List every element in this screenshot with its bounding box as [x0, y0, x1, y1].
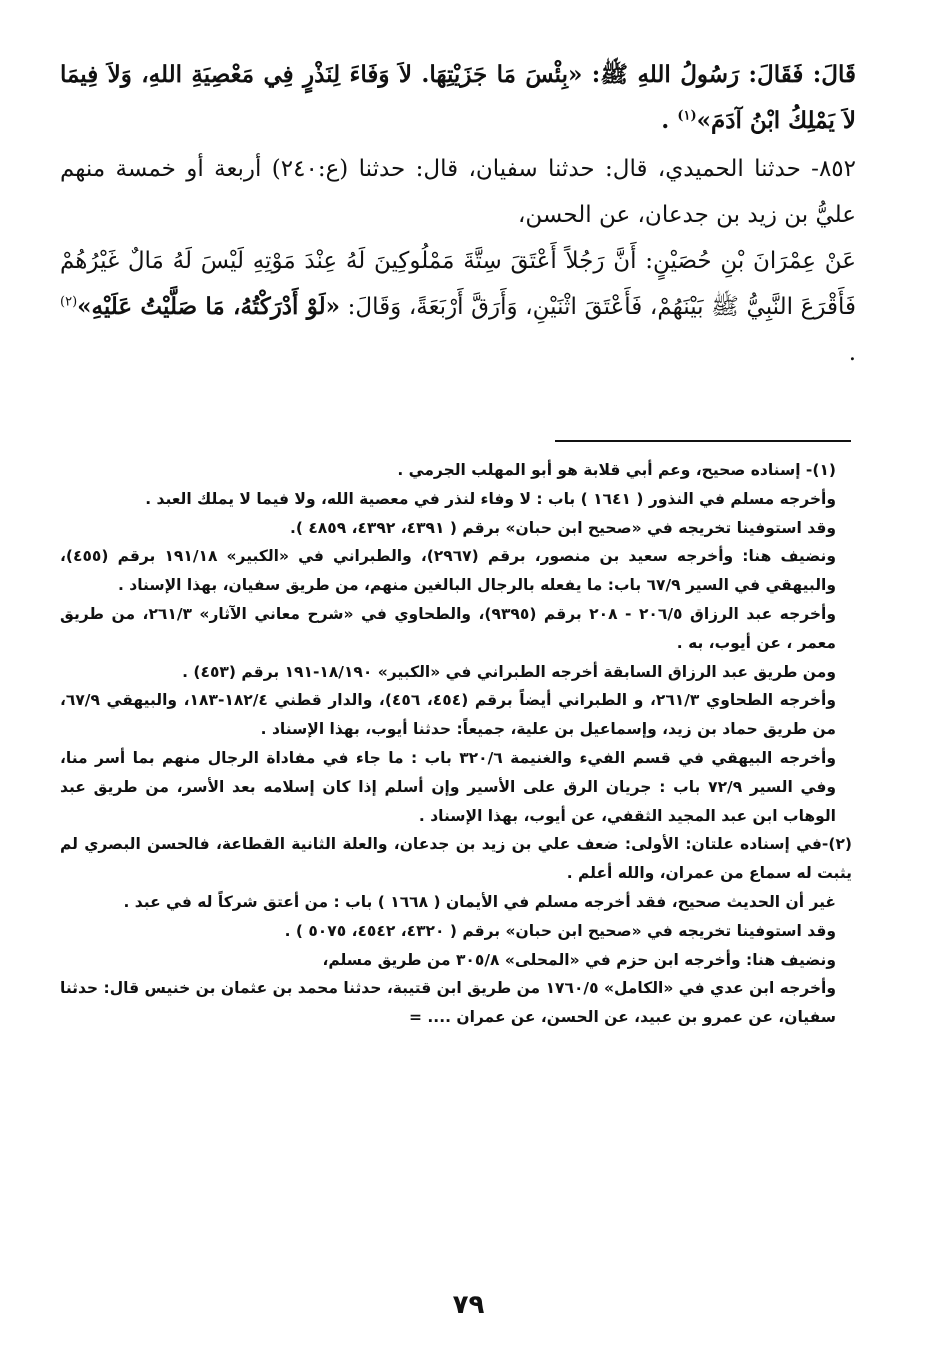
hadith-number: ٨٥٢-	[811, 156, 856, 182]
footnote-1-line-4: ونضيف هنا: وأخرجه سعيد بن منصور، برقم (٢٩٦٧)، والطبراني في «الكبير» ١٩١/١٨ برقم (٤٥٥)، والبيهقي في السير ٦٧/٩ باب: ما يفعله بالرجال البالغين منهم، من طريق سفيان، بهذا الإسناد .	[60, 547, 836, 595]
footnote-ref-2: (٢)	[60, 294, 78, 310]
footnote-2-line-3: وقد استوفينا تخريجه في «صحيح ابن حبان» برقم ( ٤٣٢٠، ٤٥٤٢، ٥٠٧٥ ) .	[284, 921, 836, 940]
footnote-2-line-4: ونضيف هنا: وأخرجه ابن حزم في «المحلى» ٣٠٥/٨ من طريق مسلم،	[322, 950, 836, 969]
footnote-1-line-5: وأخرجه عبد الرزاق ٢٠٦/٥ - ٢٠٨ برقم (٩٣٩٥)، والطحاوي في «شرح معاني الآثار» ٢٦١/٣، من طريق معمر ، عن أيوب، به .	[60, 604, 836, 652]
hadith-text-1	[60, 52, 856, 144]
main-text	[60, 52, 856, 376]
footnote-1-line-6: ومن طريق عبد الرزاق السابقة أخرجه الطبراني في «الكبير» ١٨/١٩٠-١٩١ برقم (٤٥٣) .	[182, 662, 836, 681]
hadith-852-end: .	[848, 340, 856, 366]
page-number: ٧٩	[452, 1290, 485, 1320]
footnote-1-line-3: وقد استوفينا تخريجه في «صحيح ابن حبان» برقم ( ٤٣٩١، ٤٣٩٢، ٤٨٥٩ ).	[289, 518, 836, 537]
footnote-divider	[555, 440, 851, 442]
hadith-852-isnad: حدثنا الحميدي، قال: حدثنا سفيان، قال: حدثنا (ع:٢٤٠) أربعة أو خمسة منهم عليُّ بن زيد بن جدعان، عن الحسن،	[60, 156, 856, 228]
hadith-852-body: عَنْ عِمْرَانَ بْنِ حُصَيْنٍ: أَنَّ رَجُلاً أَعْتَقَ سِتَّةَ مَمْلُوكِينَ لَهُ عِنْدَ مَوْتِهِ لَيْسَ لَهُ مَالٌ غَيْرُهُمْ فَأَقْرَعَ النَّبِيُّ ﷺ بَيْنَهُمْ، فَأَعْتَقَ اثْنَيْنِ، وَأَرَقَّ أَرْبَعَةً، وَقَالَ:	[60, 248, 857, 320]
hadith-852-chain	[60, 146, 856, 238]
hadith-852-quote: «لَوْ أَدْرَكْتُهُ، مَا صَلَّيْتُ عَلَيْهِ»	[77, 293, 341, 320]
footnote-2-line-2: غير أن الحديث صحيح، فقد أخرجه مسلم في الأيمان ( ١٦٦٨ ) باب : من أعتق شركاً له في عبد .	[123, 892, 836, 911]
footnote-ref-1: (١)	[677, 108, 697, 124]
footnotes	[60, 456, 852, 1032]
hadith-text-1-end: .	[661, 107, 670, 134]
footnote-1-line-2: وأخرجه مسلم في النذور ( ١٦٤١ ) باب : لا وفاء لنذر في معصية الله، ولا فيما لا يملك العبد .	[145, 489, 836, 508]
footnote-1-line-7: وأخرجه الطحاوي ٢٦١/٣، و الطبراني أيضاً برقم (٤٥٤، ٤٥٦)، والدار قطني ١٨٢/٤-١٨٣، والبيهقي ٦٧/٩، من طريق حماد بن زيد، وإسماعيل بن علية، جميعاً: حدثنا أيوب، بهذا الإسناد .	[60, 691, 836, 739]
footnote-2-line-5: وأخرجه ابن عدي في «الكامل» ١٧٦٠/٥ من طريق ابن قتيبة، حدثنا محمد بن عثمان بن خنيس قال: حدثنا سفيان، عن عمرو بن عبيد، عن الحسن، عن عمران .... =	[60, 979, 837, 1027]
footnote-1-line-8: وأخرجه البيهقي في قسم الفيء والغنيمة ٣٢٠/٦ باب : ما جاء في مفاداة الرجال منهم بما أسر منا، وفي السير ٧٢/٩ باب : جريان الرق على الأسير وإن أسلم إذا كان إسلامه بعد الأسر، من طريق عبد الوهاب ابن عبد المجيد الثقفي، عن أيوب، بهذا الإسناد .	[60, 748, 836, 825]
footnote-1-line-1: (١)- إسناده صحيح، وعم أبي قلابة هو أبو المهلب الجرمي .	[397, 461, 836, 479]
hadith-852-text	[60, 238, 856, 376]
hadith-text-1-body: قَالَ: فَقَالَ: رَسُولُ اللهِ ﷺ: «بِئْسَ مَا جَزَيْتِهَا. لاَ وَفَاءَ لِنَذْرٍ فِي مَعْصِيَةِ اللهِ، وَلاَ فِيمَا لاَ يَمْلِكُ ابْنُ آدَمَ»	[60, 61, 857, 134]
footnote-2-line-1: (٢)-في إسناده علتان: الأولى: ضعف علي بن زيد بن جدعان، والعلة الثانية القطاعة، فالحسن البصري لم يثبت له سماع من عمران، والله أعلم .	[60, 835, 852, 883]
